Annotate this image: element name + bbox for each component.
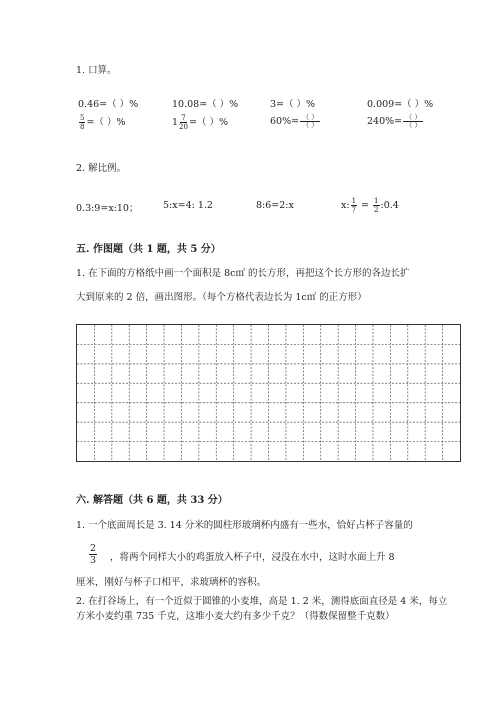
calc-item-percent-fraction: 60%= $\frac{( )}{( )}$ [270, 113, 319, 129]
question-text: ，将两个同样大小的鸡蛋放入杯子中，浸没在水中，这时水面上升 8 [110, 552, 395, 563]
proportion-item: 8:6=2:x [256, 200, 294, 211]
question-text: 1. 一个底面周长是 3. 14 分米的圆柱形玻璃杯内盛有一些水，恰好占杯子容量的 [76, 520, 413, 531]
question-proportion-title: 2. 解比例。 [76, 163, 127, 174]
fraction-two-thirds: 2 3 [90, 543, 97, 566]
fraction: $\frac{5}{8}$ [80, 114, 85, 131]
question-text: 厘米，刚好与杯子口相平，求玻璃杯的容积。 [76, 577, 267, 588]
grid-lines [77, 325, 460, 461]
calc-item-fraction: $\frac{5}{8}$ =（ ）% [80, 114, 126, 131]
proportion-item: 5:x=4: 1.2 [163, 200, 213, 211]
calc-item-mixed-number: 1 $\frac{7}{20}$ =（ ）% [172, 114, 228, 131]
blank-fraction: $\frac{( )}{( )}$ [302, 113, 319, 129]
calc-item: 10.08=（ ）% [172, 99, 239, 110]
proportion-item-fraction: x: $\frac{1}{7}$ = $\frac{1}{2}$ :0.4 [341, 197, 399, 214]
question-text: 大到原来的 2 倍，画出图形。（每个方格代表边长为 1c㎡ 的正方形） [76, 292, 367, 303]
calc-item: 0.009=（ ）% [367, 99, 434, 110]
question-text: 1. 在下面的方格纸中画一个面积是 8c㎡ 的长方形，再把这个长方形的各边长扩 [76, 268, 410, 279]
calc-item: 0.46=（ ）% [78, 99, 139, 110]
square-grid-paper[interactable] [76, 324, 461, 462]
section-heading: 五. 作图题（共 1 题，共 5 分） [76, 244, 221, 255]
fraction: $\frac{1}{7}$ [351, 197, 357, 214]
proportion-item: 0.3:9=x:10； [76, 203, 139, 214]
fraction: $\frac{1}{2}$ [374, 197, 379, 214]
blank-fraction: $\frac{( )}{( )}$ [405, 113, 422, 129]
question-oral-calc-title: 1. 口算。 [76, 65, 117, 76]
section-heading: 六. 解答题（共 6 题，共 33 分） [76, 495, 228, 506]
fraction: $\frac{7}{20}$ [179, 114, 188, 131]
calc-item-percent-fraction: 240%= $\frac{( )}{( )}$ [367, 113, 422, 129]
question-text: 2. 在打谷场上，有一个近似于圆锥的小麦堆，高是 1. 2 米，测得底面直径是 4 米，每立方米小麦约重 735 千克，这堆小麦大约有多少千克？（得数保留整千克数） [76, 596, 448, 622]
calc-item: 3=（ ）% [270, 99, 316, 110]
